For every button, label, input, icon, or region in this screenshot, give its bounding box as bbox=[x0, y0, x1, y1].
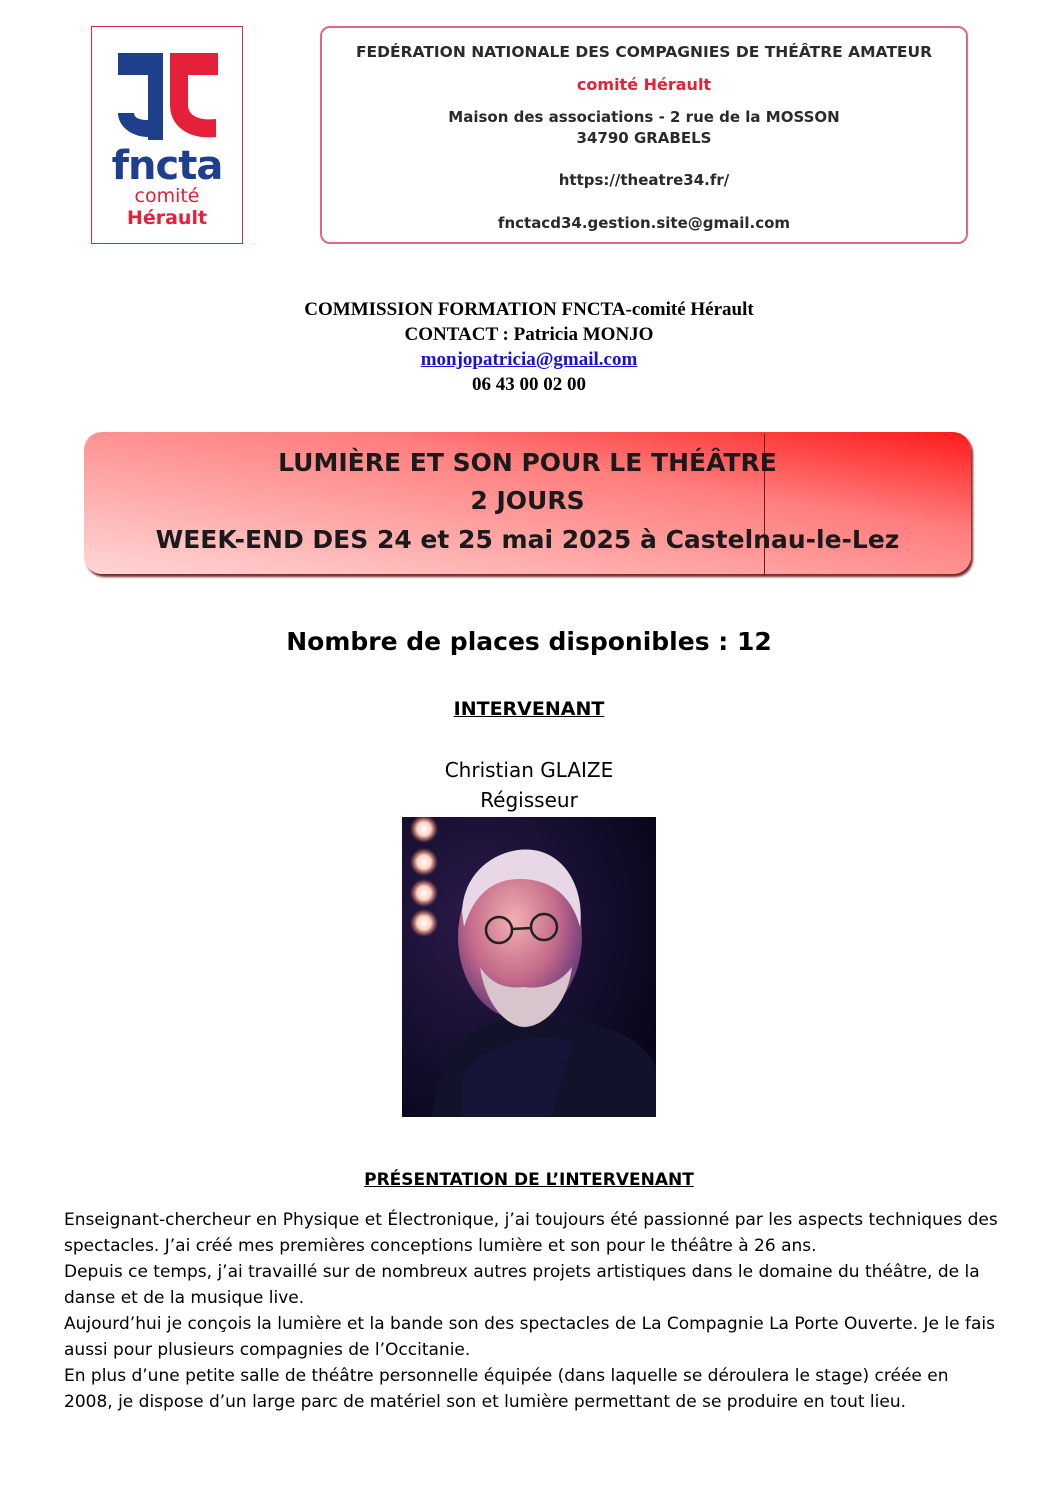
fncta-logo-mark-icon bbox=[108, 45, 228, 145]
federation-name: FEDÉRATION NATIONALE DES COMPAGNIES DE THÉÂTRE AMATEUR bbox=[355, 43, 933, 61]
banner-duration: 2 JOURS bbox=[470, 486, 585, 515]
contact-line: CONTACT : Patricia MONJO bbox=[404, 324, 654, 345]
bio-paragraph: Depuis ce temps, j’ai travaillé sur de nombreux autres projets artistiques dans le domaine du théâtre, de la danse et de la musique live. bbox=[64, 1262, 980, 1308]
event-banner bbox=[84, 432, 971, 574]
header-email-link[interactable]: fnctacd34.gestion.site@gmail.com bbox=[497, 214, 791, 232]
bio-paragraph: Aujourd’hui je conçois la lumière et la bande son des spectacles de La Compagnie La Porte Ouverte. Je le fais aussi pour plusieurs compagnies de l’Occitanie. bbox=[64, 1314, 995, 1360]
bio-paragraph: Enseignant-chercheur en Physique et Électronique, j’ai toujours été passionné par les aspects techniques des spectacles. J’ai créé mes premières conceptions lumière et son pour le théâtre à 26 ans. bbox=[64, 1210, 998, 1256]
speaker-role: Régisseur bbox=[480, 788, 578, 812]
bio-paragraph: En plus d’une petite salle de théâtre personnelle équipée (dans laquelle se déroulera le stage) créée en 2008, je dispose d’un large parc de matériel son et lumière permettant de se produire en tout lieu. bbox=[64, 1366, 949, 1412]
commission-title: COMMISSION FORMATION FNCTA-comité Hérault bbox=[304, 299, 754, 320]
presentation-heading: PRÉSENTATION DE L’INTERVENANT bbox=[364, 1170, 694, 1190]
logo-wordmark: fncta bbox=[111, 143, 223, 189]
places-available: Nombre de places disponibles : 12 bbox=[286, 627, 772, 656]
city-line: 34790 GRABELS bbox=[576, 129, 712, 147]
intervenant-heading: INTERVENANT bbox=[453, 698, 605, 720]
logo-region: Hérault bbox=[126, 207, 208, 229]
comite-name: comité Hérault bbox=[576, 75, 712, 94]
speaker-photo bbox=[402, 817, 656, 1117]
banner-dates: WEEK-END DES 24 et 25 mai 2025 à Castelnau-le-Lez bbox=[155, 525, 900, 554]
contact-phone: 06 43 00 02 00 bbox=[472, 374, 586, 395]
federation-header bbox=[320, 26, 968, 244]
logo-comite: comité bbox=[134, 185, 200, 207]
banner-title: LUMIÈRE ET SON POUR LE THÉÂTRE bbox=[278, 448, 777, 477]
website-link[interactable]: https://theatre34.fr/ bbox=[558, 171, 730, 189]
commission-block bbox=[0, 297, 1058, 397]
fncta-logo bbox=[91, 26, 243, 244]
address-line: Maison des associations - 2 rue de la MOSSON bbox=[448, 108, 840, 126]
speaker-name: Christian GLAIZE bbox=[444, 758, 614, 782]
speaker-bio bbox=[64, 1207, 999, 1415]
contact-email-link[interactable]: monjopatricia@gmail.com bbox=[420, 349, 638, 370]
